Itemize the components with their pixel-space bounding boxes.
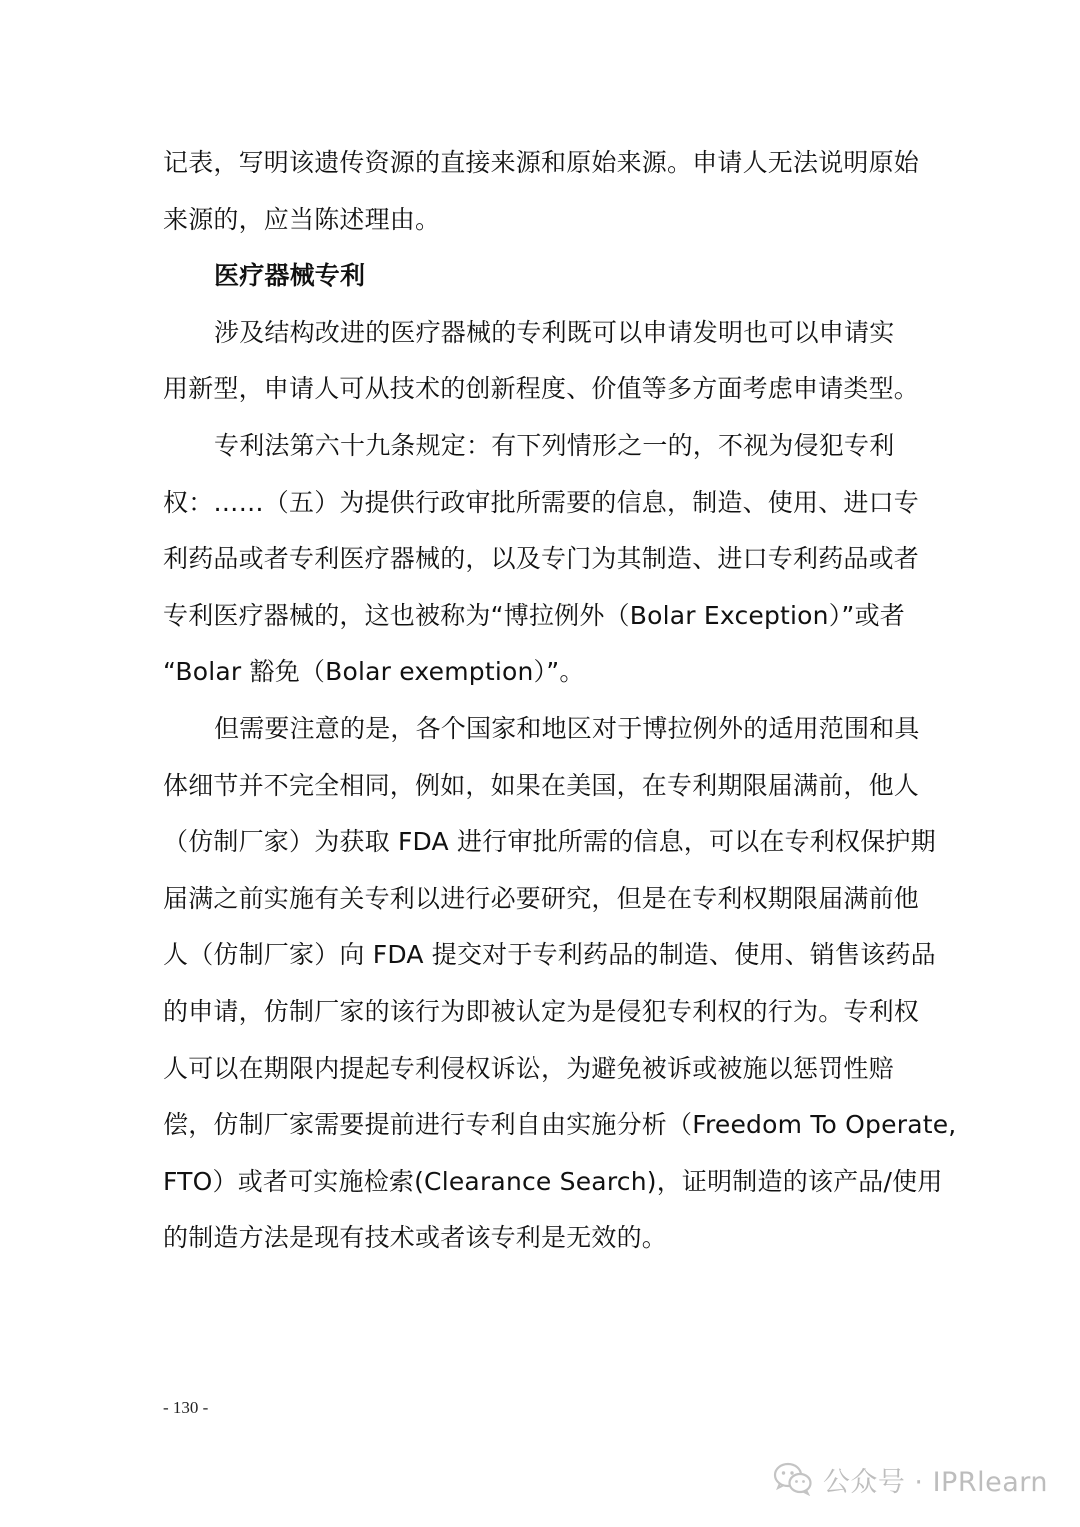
text-line: 记表，写明该遗传资源的直接来源和原始来源。申请人无法说明原始 [163,148,920,177]
text-line: 体细节并不完全相同，例如，如果在美国，在专利期限届满前，他人 [163,770,920,800]
text-line: 偿，仿制厂家需要提前进行专利自由实施分析（Freedom To Operate, [163,1110,957,1140]
text-line: 涉及结构改进的医疗器械的专利既可以申请发明也可以申请实 [214,317,895,347]
text-line: FTO）或者可实施检索(Clearance Search)，证明制造的该产品/使用 [163,1166,943,1196]
text-line: 但需要注意的是，各个国家和地区对于博拉例外的适用范围和具 [214,713,920,743]
wechat-icon [773,1462,813,1496]
text-line: 专利医疗器械的，这也被称为“博拉例外（Bolar Exception）”或者 [163,600,905,630]
body-text [163,135,957,1267]
text-line: 的申请，仿制厂家的该行为即被认定为是侵犯专利权的行为。专利权 [163,996,920,1026]
page-number: - 130 - [163,1398,209,1417]
watermark-text: 公众号 · IPRlearn [822,1466,1048,1498]
watermark [773,1459,1048,1499]
text-line: 用新型，申请人可从技术的创新程度、价值等多方面考虑申请类型。 [163,374,920,404]
text-line: （仿制厂家）为获取 FDA 进行审批所需的信息，可以在专利权保护期 [163,827,936,857]
section-heading: 医疗器械专利 [214,261,366,291]
text-line: 人（仿制厂家）向 FDA 提交对于专利药品的制造、使用、销售该药品 [163,940,936,970]
text-line: 专利法第六十九条规定：有下列情形之一的，不视为侵犯专利 [214,430,895,460]
text-line: 来源的，应当陈述理由。 [163,204,441,234]
text-line: 权：……（五）为提供行政审批所需要的信息，制造、使用、进口专 [163,487,920,517]
text-line: 人可以在期限内提起专利侵权诉讼，为避免被诉或被施以惩罚性赔 [163,1053,894,1083]
text-line: 利药品或者专利医疗器械的，以及专门为其制造、进口专利药品或者 [163,544,920,574]
text-line: 届满之前实施有关专利以进行必要研究，但是在专利权期限届满前他 [163,883,920,913]
text-line: 的制造方法是现有技术或者该专利是无效的。 [163,1223,668,1253]
text-line: “Bolar 豁免（Bolar exemption）”。 [163,657,585,687]
